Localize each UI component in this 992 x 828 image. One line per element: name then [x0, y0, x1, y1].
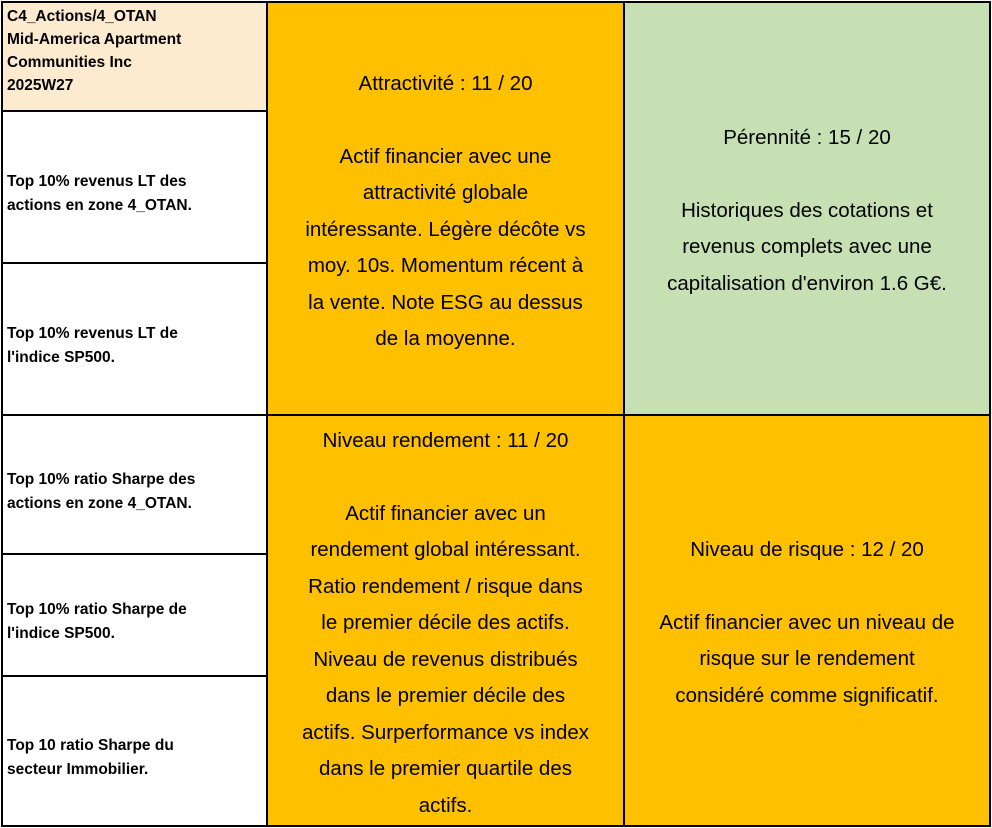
criteria-cell-4 [1, 553, 268, 677]
risque-line-3: considéré comme significatif. [675, 683, 939, 707]
risque-title: Niveau de risque : 12 / 20 [690, 538, 924, 561]
rendement-line-7: actifs. Surperformance vs index [301, 720, 590, 744]
criteria-label-1: Top 10% revenus LT des actions en zone 4_OTAN. [7, 173, 192, 214]
header-line-4: 2025W27 [7, 77, 74, 94]
attractivite-line-3: intéressante. Légère décôte vs [305, 217, 586, 241]
rendement-line-4: le premier décile des actifs. [321, 611, 570, 634]
criteria-cell-2 [1, 262, 268, 416]
perennite-line-3: capitalisation d'environ 1.6 G€. [667, 271, 947, 295]
header-line-3: Communities Inc [7, 54, 132, 71]
rendement-title: Niveau rendement : 11 / 20 [322, 429, 569, 452]
criteria-cell-1 [1, 110, 268, 264]
rendement-line-2: rendement global intéressant. [310, 538, 581, 561]
attractivite-title: Attractivité : 11 / 20 [358, 72, 533, 95]
criteria-cell-3 [1, 414, 268, 555]
rendement-line-5: Niveau de revenus distribués [313, 647, 578, 671]
risque-panel [623, 414, 991, 827]
attractivite-line-5: la vente. Note ESG au dessus [308, 290, 583, 314]
criteria-label-5: Top 10 ratio Sharpe du secteur Immobilier. [7, 737, 174, 778]
header-line-1: C4_Actions/4_OTAN [7, 8, 157, 25]
rendement-line-6: dans le premier décile des [325, 684, 566, 707]
rendement-panel [266, 414, 625, 827]
rendement-line-3: Ratio rendement / risque dans [308, 574, 583, 598]
attractivite-line-1: Actif financier avec une [339, 144, 552, 168]
criteria-cell-5 [1, 675, 268, 827]
header-text [7, 5, 181, 97]
rendement-line-8: dans le premier quartile des [319, 757, 572, 780]
risque-line-2: risque sur le rendement [699, 647, 915, 670]
attractivite-line-6: de la moyenne. [375, 327, 516, 350]
criteria-label-4: Top 10% ratio Sharpe de l'indice SP500. [7, 601, 187, 642]
header-cell [1, 1, 268, 112]
perennite-title: Pérennité : 15 / 20 [723, 126, 891, 149]
criteria-label-2: Top 10% revenus LT de l'indice SP500. [7, 325, 178, 366]
criteria-label-3: Top 10% ratio Sharpe des actions en zone 4_OTAN. [7, 470, 196, 512]
header-line-2: Mid-America Apartment [7, 31, 182, 48]
attractivite-line-4: moy. 10s. Momentum récent à [307, 254, 584, 277]
risque-line-1: Actif financier avec un niveau de [659, 610, 955, 634]
rendement-line-1: Actif financier avec un [345, 501, 546, 525]
attractivite-panel [266, 1, 625, 416]
rendement-line-9: actifs. [418, 793, 473, 817]
attractivite-line-2: attractivité globale [362, 181, 529, 204]
perennite-line-1: Historiques des cotations et [681, 198, 933, 222]
perennite-line-2: revenus complets avec une [682, 235, 932, 258]
perennite-panel [623, 1, 991, 416]
